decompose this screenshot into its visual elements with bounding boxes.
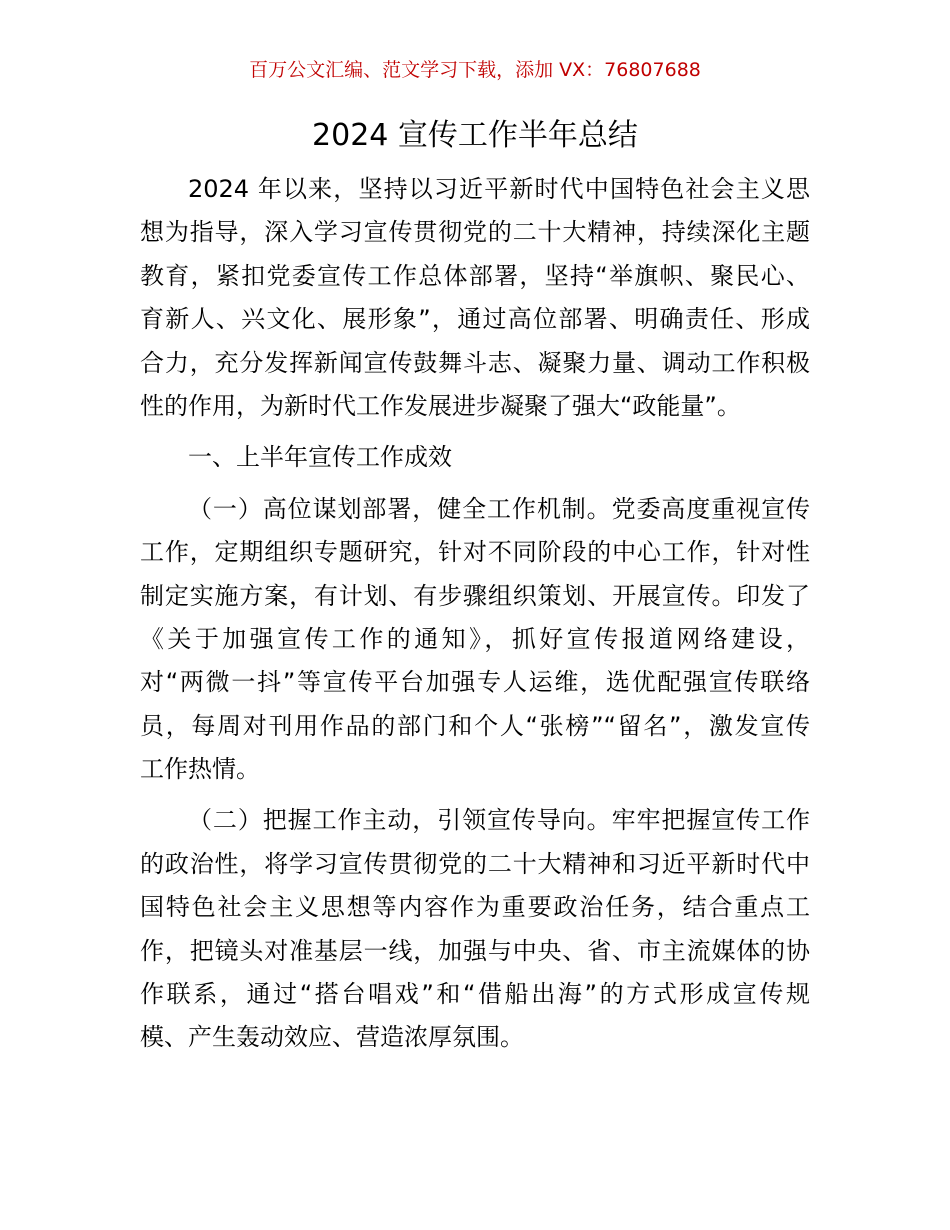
paragraph-line: 育新人、兴文化、展形象”，通过高位部署、明确责任、形成 [140, 305, 810, 334]
paragraph-line: 教育，紧扣党委宣传工作总体部署，坚持“举旗帜、聚民心、 [140, 261, 810, 290]
paragraph-line: 对“两微一抖”等宣传平台加强专人运维，选优配强宣传联络 [140, 668, 810, 697]
document-title: 2024 宣传工作半年总结 [312, 118, 638, 153]
paragraph-line: 2024 年以来，坚持以习近平新时代中国特色社会主义思 [188, 175, 810, 203]
paragraph-line: 作，把镜头对准基层一线，加强与中央、省、市主流媒体的协 [140, 936, 810, 965]
paragraph-line: 制定实施方案，有计划、有步骤组织策划、开展宣传。印发了 [140, 581, 810, 610]
paragraph-line: 的政治性，将学习宣传贯彻党的二十大精神和习近平新时代中 [140, 849, 810, 878]
paragraph-line: 国特色社会主义思想等内容作为重要政治任务，结合重点工 [140, 893, 810, 922]
paragraph-line: 《关于加强宣传工作的通知》，抓好宣传报道网络建设， [140, 624, 810, 653]
paragraph-line: （一）高位谋划部署，健全工作机制。党委高度重视宣传 [188, 494, 810, 523]
header-ad-note: 百万公文汇编、范文学习下载，添加 VX：76807688 [249, 59, 701, 81]
paragraph-intro [140, 168, 810, 428]
paragraph-line: 合力，充分发挥新闻宣传鼓舞斗志、凝聚力量、调动工作积极 [140, 348, 810, 377]
paragraph-section-2 [140, 799, 810, 1059]
paragraph-line: 模、产生轰动效应、营造浓厚氛围。 [140, 1023, 524, 1052]
paragraph-line: 工作，定期组织专题研究，针对不同阶段的中心工作，针对性 [140, 538, 810, 567]
section-heading [140, 436, 810, 479]
paragraph-line: 作联系，通过“搭台唱戏”和“借船出海”的方式形成宣传规 [140, 980, 810, 1009]
paragraph-line: 性的作用，为新时代工作发展进步凝聚了强大“政能量”。 [140, 391, 741, 420]
paragraph-section-1 [140, 488, 810, 792]
paragraph-line: 员，每周对刊用作品的部门和个人“张榜”“留名”，激发宣传 [140, 711, 810, 740]
paragraph-line: （二）把握工作主动，引领宣传导向。牢牢把握宣传工作 [188, 806, 810, 835]
section-heading-text: 一、上半年宣传工作成效 [188, 443, 452, 472]
paragraph-line: 想为指导，深入学习宣传贯彻党的二十大精神，持续深化主题 [140, 218, 810, 247]
paragraph-line: 工作热情。 [140, 755, 260, 784]
document-body [140, 168, 810, 1060]
